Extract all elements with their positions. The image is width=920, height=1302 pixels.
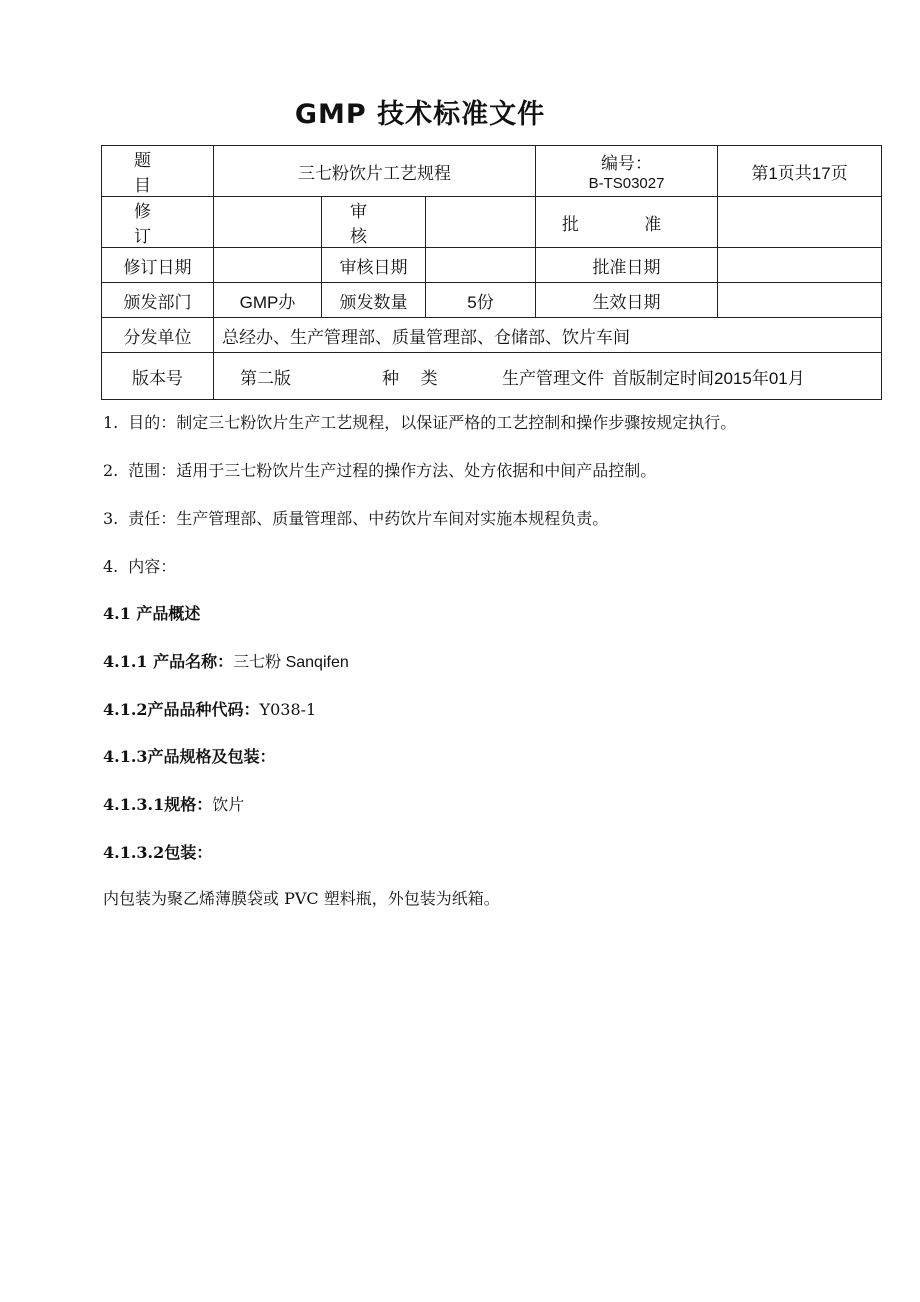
section-4-1-1: [103, 649, 349, 672]
subject-label: 题 目: [102, 146, 214, 197]
paragraph-content: [103, 554, 176, 577]
issue-dept-label: 颁发部门: [102, 283, 214, 318]
dist-value: 总经办、生产管理部、质量管理部、仓储部、饮片车间: [214, 318, 882, 353]
effective-date-label: 生效日期: [536, 283, 718, 318]
section-4-1-3-1: [103, 792, 244, 815]
issue-dept-value: GMP办: [214, 283, 322, 318]
version-label: 版本号: [102, 353, 214, 400]
section-4-1-2: [103, 697, 316, 720]
type-label: 种 类: [382, 368, 438, 389]
review-label: 审 核: [322, 197, 426, 248]
issue-qty-label: 颁发数量: [322, 283, 426, 318]
number-value: B-TS03027: [588, 174, 665, 192]
issue-qty-value: 5份: [426, 283, 536, 318]
section-label: 4.1.2产品品种代码：: [103, 700, 260, 719]
document-body: [103, 0, 873, 1302]
subject-value: 三七粉饮片工艺规程: [214, 146, 536, 197]
section-4-1-3: 4.1.3产品规格及包装：: [103, 747, 276, 766]
section-value: 三七粉 Sanqifen: [233, 654, 349, 671]
paragraph-number: 4.: [103, 557, 119, 576]
type-value: 生产管理文件: [502, 368, 604, 389]
paragraph-scope: [103, 458, 656, 481]
paragraph-text: 范围：适用于三七粉饮片生产过程的操作方法、处方依据和中间产品控制。: [128, 461, 657, 480]
revise-label: 修 订: [102, 197, 214, 248]
section-value: Y038-1: [259, 700, 317, 719]
packaging-text: 内包装为聚乙烯薄膜袋或 PVC 塑料瓶，外包装为纸箱。: [103, 889, 500, 908]
section-4-1: 4.1 产品概述: [103, 604, 201, 623]
paragraph-number: 2.: [103, 461, 119, 480]
section-4-1-3-2: 4.1.3.2包装：: [103, 843, 213, 862]
paragraph-responsibility: [103, 506, 608, 529]
document-title: GMP 技术标准文件: [294, 99, 546, 130]
revise-date-label: 修订日期: [102, 248, 214, 283]
paragraph-purpose: [103, 410, 736, 433]
section-label: 4.1.1 产品名称：: [103, 652, 234, 671]
approve-date-label: 批准日期: [536, 248, 718, 283]
paragraph-text: 内容：: [128, 557, 177, 576]
dist-label: 分发单位: [102, 318, 214, 353]
approve-label: 批 准: [536, 197, 718, 248]
version-value: 第二版: [240, 368, 291, 389]
paragraph-text: 责任：生产管理部、质量管理部、中药饮片车间对实施本规程负责。: [128, 509, 609, 528]
section-value: 饮片: [212, 795, 245, 814]
page-info: 第1页共17页: [718, 146, 882, 197]
paragraph-number: 1.: [103, 413, 119, 432]
review-date-label: 审核日期: [322, 248, 426, 283]
first-issue-date: 首版制定时间2015年01月: [612, 368, 805, 388]
section-label: 4.1.3.1规格：: [103, 795, 213, 814]
paragraph-text: 目的：制定三七粉饮片生产工艺规程，以保证严格的工艺控制和操作步骤按规定执行。: [128, 413, 737, 432]
paragraph-number: 3.: [103, 509, 119, 528]
number-label: 编号：: [601, 153, 653, 174]
